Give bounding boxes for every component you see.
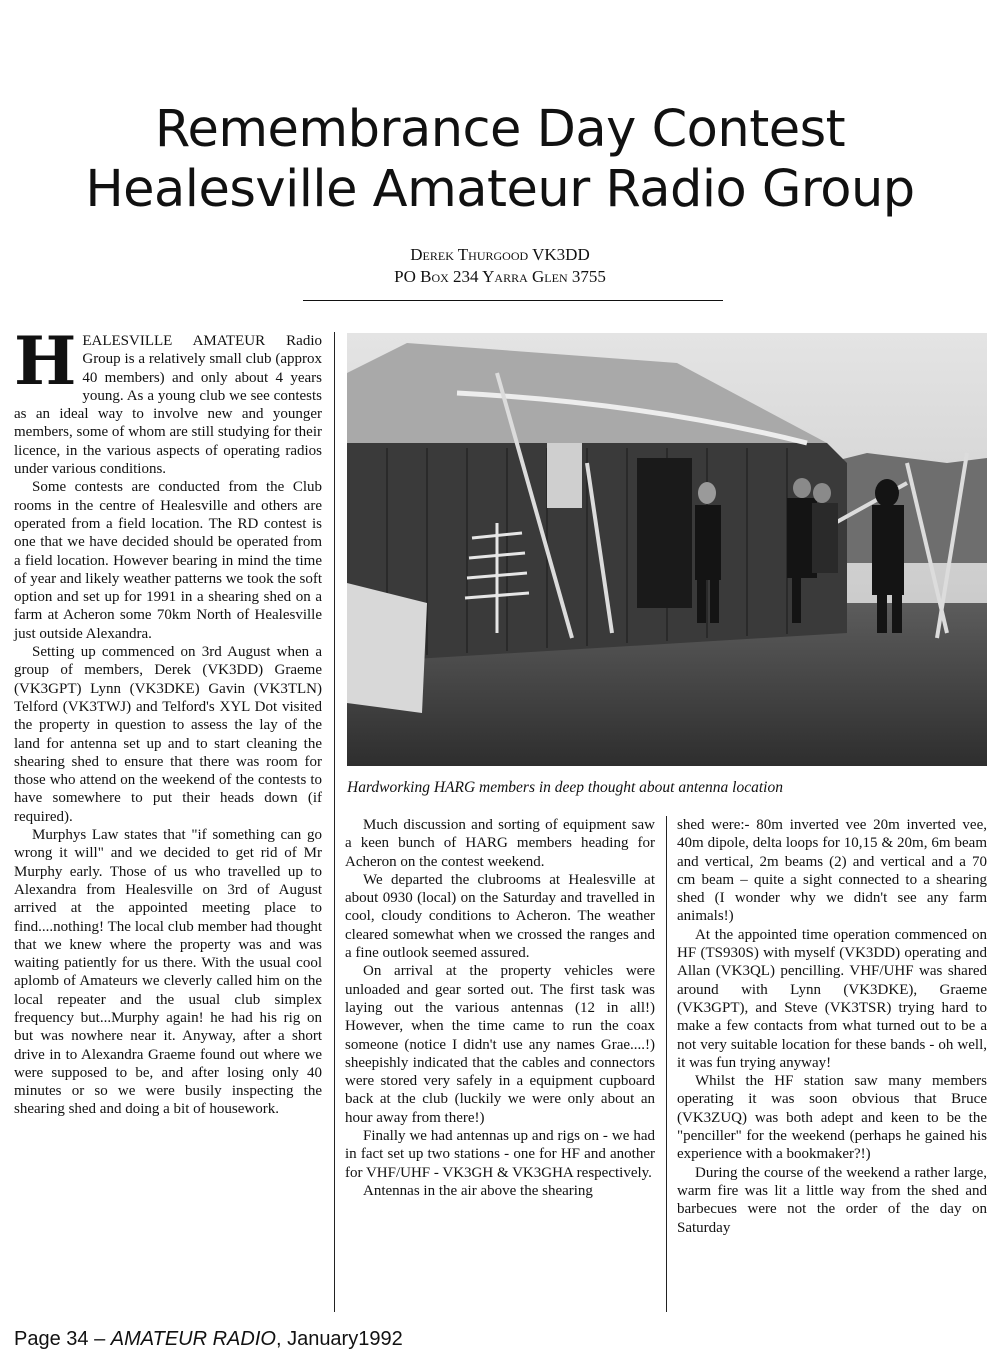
group-photo [347,333,987,766]
publication-name: AMATEUR RADIO [110,1328,276,1350]
issue-date: , January1992 [275,1328,403,1350]
title-rule [303,300,723,301]
author-address: PO Box 234 Yarra Glen 3755 [394,267,606,286]
article-column-3 [677,816,987,1237]
paragraph: Some contests are conducted from the Club rooms in the centre of Healesville and others are operated from a field location. The RD contest is one that we have decided should be operated from a field location. However bearing in mind the time of year and likely weather patterns we took the soft option and set up for 1991 in a shearing shed on a farm at Acheron some 70km North of Healesville just outside Alexandra. [14,479,322,642]
paragraph: On arrival at the property vehicles were unloaded and gear sorted out. The first task was laying out the various antennas (12 in all!) However, when the time came to run the coax someone (notice I didn't use any names Grae....!) sheepishly indicated that the cables and connectors were stored very safely in a equipment cupboard back at the club (luckily we were only about an hour away from there!) [345,963,655,1126]
paragraph: Setting up commenced on 3rd August when a group of members, Derek (VK3DD) Graeme (VK3GPT) Lynn (VK3DKE) Gavin (VK3TLN) Telford (VK3TWJ) and Telford's XYL Dot visited the property in question to assess the lay of the land for antenna set up and to start cleaning the shearing shed to ensure that there was room for those who attend on the weekend of the contests to have somewhere to put their heads down (if required). [14,644,322,825]
paragraph: shed were:- 80m inverted vee 20m inverted vee, 40m dipole, delta loops for 10,15 & 20m, 6m beam and vertical, 2m beams (2) and vertical and a 70 cm beam – quite a sight connected to a shearing shed (I wonder why we didn't see any farm animals!) [677,817,987,925]
drop-cap: H [14,322,77,400]
author-name: Derek Thurgood VK3DD [410,245,590,264]
board [347,583,427,713]
page-number: Page 34 – [14,1328,111,1350]
paragraph: At the appointed time operation commenced on HF (TS930S) with myself (VK3DD) operating and Allan (VK3QL) pencilling. VHF/UHF was shared around with Lynn (VK3DKE), Graeme (VK3GPT), and Steve (VK3TSR) trying hard to make a few contacts from what turned out to be a not very suitable location for these bands - oh well, it was fun trying anyway! [677,926,987,1071]
column-divider [334,332,335,1312]
paragraph: We departed the clubrooms at Healesville at about 0930 (local) on the Saturday and travelled in cool, cloudy conditions to Acheron. The weather cleared somewhat when we crossed the ranges and a fine outlook seemed assured. [345,871,655,962]
title-line-1: Remembrance Day Contest [154,100,846,159]
paragraph: Much discussion and sorting of equipment saw a keen bunch of HARG members heading for Acheron on the contest weekend. [345,817,655,870]
shed-window [547,443,582,508]
paragraph: Antennas in the air above the shearing [363,1182,593,1199]
title-line-2: Healesville Amateur Radio Group [85,160,915,219]
paragraph: Murphys Law states that "if something can go wrong it will" and we decided to get rid of Mr Murphy early. Those of us who travelled up to Alexandra from Healesville on 3rd of August arrived at the appointed meeting place to find....nothing! The local club member had thought that we knew where the property was and was waiting patiently for us there. With the usual cool aplomb of Amateurs we cleverly called him on the local repeater and the usual club simplex frequency but...Murphy again! he had his rig on but was nowhere near it. Anyway, after a short drive in to Alexandra Graeme found out where we were supposed to be, and after losing only 40 minutes or so we were busily inspecting the shearing shed and doing a bit of housework. [14,827,322,1118]
article-title [0,100,1000,220]
paragraph: Finally we had antennas up and rigs on - we had in fact set up two stations - one for HF and another for VHF/UHF - VK3GH & VK3GHA respectively. [345,1128,655,1181]
paragraph: During the course of the weekend a rather large, warm fire was lit a little way from the shed and barbecues were not the order of the day on Saturday [677,1164,987,1236]
article-column-2 [345,816,655,1200]
page-footer [14,1326,403,1352]
paragraph: Whilst the HF station saw many members operating it was soon obvious that Bruce (VK3ZUQ) was both adept and keen to be the "penciller" for the weekend (perhaps he gained his experience with a bookmaker?!) [677,1073,987,1163]
article-column-1 [14,322,322,1119]
byline [0,244,1000,288]
paragraph: EALESVILLE AMATEUR Radio Group is a relatively small club (approx 40 members) and only about 4 years young. As a young club we see contests as an ideal way to involve new and younger members, some of whom are still studying for their licence, in the various aspects of operating radios under various conditions. [14,333,322,478]
shed-door [637,458,692,608]
photo-caption: Hardworking HARG members in deep thought about antenna location [347,779,783,796]
column-divider [666,816,667,1312]
